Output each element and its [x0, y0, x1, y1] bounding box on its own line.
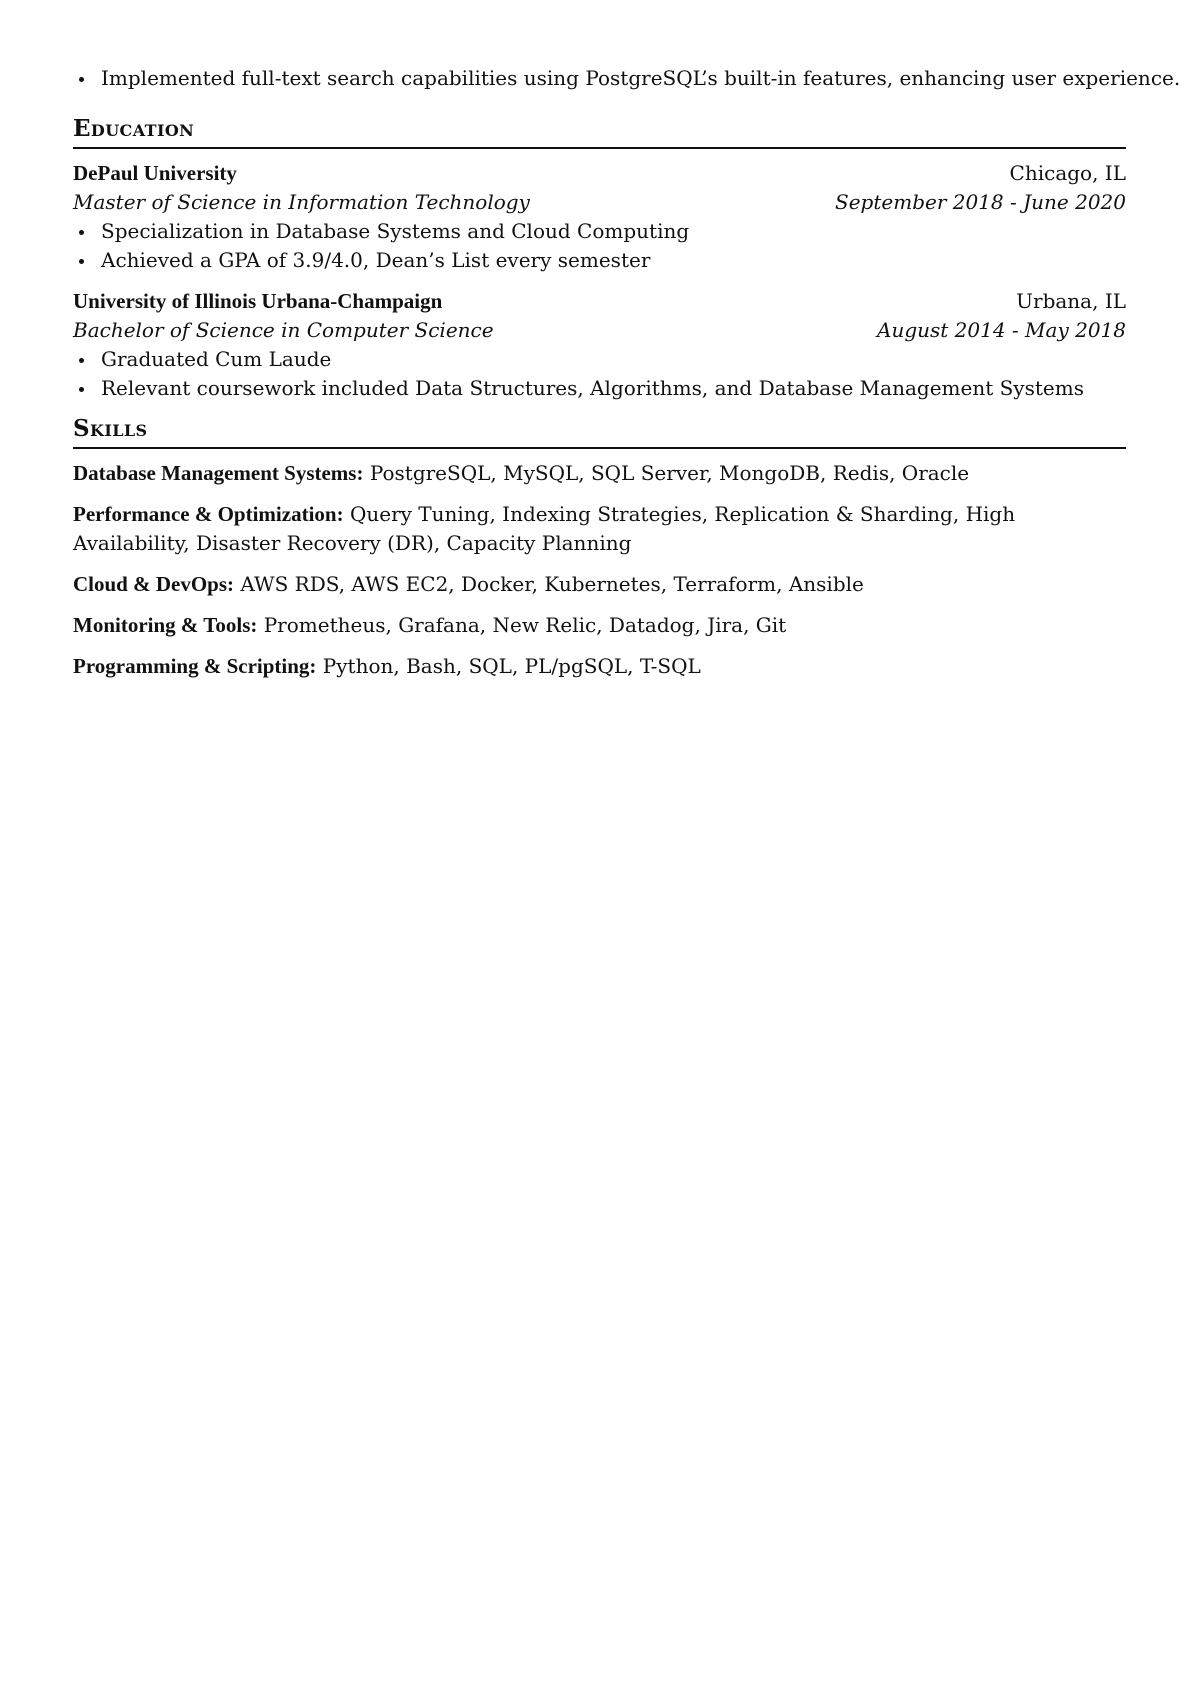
- experience-bullet: Implemented full-text search capabilities using PostgreSQL’s built-in features, enhancing user experience.: [73, 64, 1126, 93]
- skill-value: Prometheus, Grafana, New Relic, Datadog, Jira, Git: [263, 613, 787, 637]
- skills-heading: Skills: [73, 415, 1126, 449]
- skill-label: Performance & Optimization:: [73, 502, 344, 526]
- education-entry-subheader: [73, 188, 1126, 217]
- skill-label: Cloud & DevOps:: [73, 572, 235, 596]
- education-bullet: Specialization in Database Systems and Cloud Computing: [73, 217, 1126, 246]
- education-bullet: Achieved a GPA of 3.9/4.0, Dean’s List every semester: [73, 246, 1126, 275]
- skill-value: PostgreSQL, MySQL, SQL Server, MongoDB, Redis, Oracle: [369, 461, 970, 485]
- skill-line: [73, 611, 1126, 640]
- skill-line: [73, 459, 1126, 488]
- school-location: Urbana, IL: [1016, 289, 1126, 313]
- education-dates: August 2014 - May 2018: [877, 318, 1126, 342]
- education-entry-header: [73, 159, 1126, 188]
- skill-line: [73, 570, 1126, 599]
- skill-value: Query Tuning, Indexing Strategies, Replication & Sharding, High Availability, Disaster Recovery (DR), Capacity Planning: [73, 502, 1016, 555]
- education-entry: [73, 159, 1126, 275]
- skill-value: Python, Bash, SQL, PL/pgSQL, T-SQL: [322, 654, 701, 678]
- education-dates: September 2018 - June 2020: [835, 190, 1126, 214]
- skill-label: Monitoring & Tools:: [73, 613, 258, 637]
- degree-name: Bachelor of Science in Computer Science: [73, 318, 494, 342]
- education-entry-header: [73, 287, 1126, 316]
- school-location: Chicago, IL: [1009, 161, 1126, 185]
- skill-line: [73, 652, 1126, 681]
- skill-line: [73, 500, 1126, 558]
- skills-section: [73, 415, 1126, 681]
- education-bullets: [73, 217, 1126, 275]
- education-heading: Education: [73, 115, 1126, 149]
- experience-bullets: [73, 64, 1181, 93]
- degree-name: Master of Science in Information Technology: [73, 190, 530, 214]
- school-name: University of Illinois Urbana-Champaign: [73, 289, 443, 313]
- education-bullet: Graduated Cum Laude: [73, 345, 1126, 374]
- skill-label: Programming & Scripting:: [73, 654, 317, 678]
- education-bullets: [73, 345, 1126, 403]
- education-entry: [73, 287, 1126, 403]
- education-entry-subheader: [73, 316, 1126, 345]
- education-bullet: Relevant coursework included Data Structures, Algorithms, and Database Management Systems: [73, 374, 1126, 403]
- skill-label: Database Management Systems:: [73, 461, 364, 485]
- resume-content: [73, 64, 1181, 693]
- skill-value: AWS RDS, AWS EC2, Docker, Kubernetes, Terraform, Ansible: [240, 572, 864, 596]
- school-name: DePaul University: [73, 161, 237, 185]
- education-section: [73, 115, 1126, 403]
